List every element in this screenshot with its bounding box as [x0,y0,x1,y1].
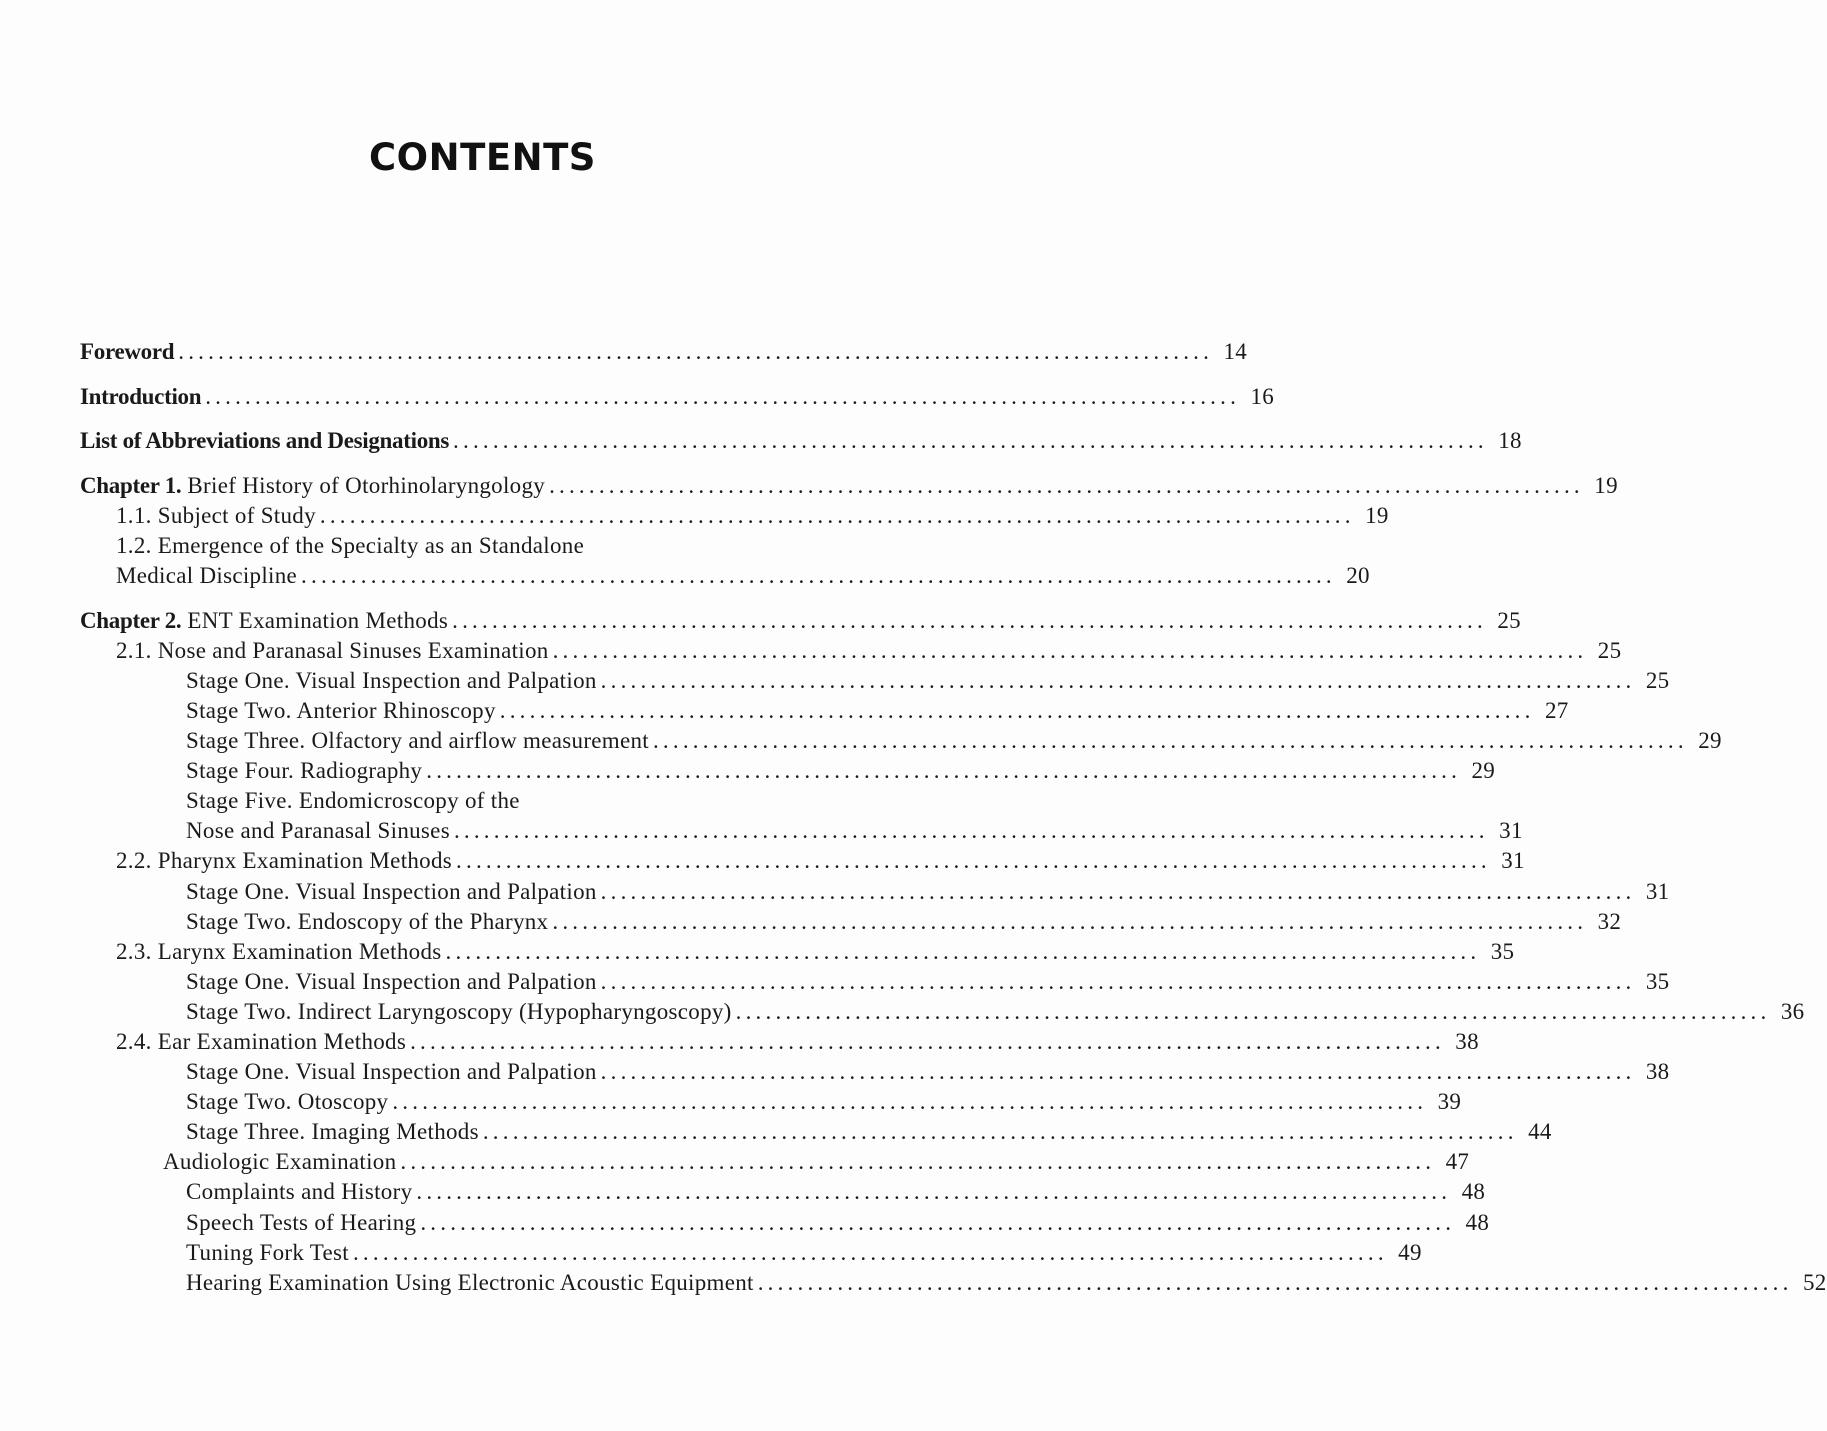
toc-page-number: 38 [1645,1059,1670,1085]
toc-page-number: 31 [1499,818,1523,844]
dot-leader: ........................................................................................................ [426,758,1462,784]
dot-leader: ........................................................................................................ [416,1179,1452,1205]
toc-entry[interactable] [80,937,1515,967]
toc-entry[interactable] [80,846,1525,876]
toc-page-number: 27 [1544,697,1569,723]
chapter-title: ENT Examination Methods [181,607,449,633]
dot-leader: ........................................................................................................ [352,1239,1388,1265]
toc-entry[interactable] [80,1268,1827,1298]
toc-entry-abbreviations[interactable] [80,426,1522,456]
toc-entry-text: Stage One. Visual Inspection and Palpation [186,1059,597,1085]
toc-entry[interactable] [80,1238,1422,1268]
toc-entry[interactable] [80,907,1622,937]
toc-entry-text: Nose and Paranasal Sinuses [186,818,450,844]
toc-entry-text: Stage One. Visual Inspection and Palpation [186,968,597,994]
toc-entry-text: Stage Five. Endomicroscopy of the [186,788,520,814]
toc-entry[interactable] [80,726,1722,756]
toc-entry[interactable] [80,756,1496,786]
dot-leader: ........................................................................................................ [392,1089,1428,1115]
dot-leader: ........................................................................................................ [600,667,1636,693]
toc-page-number: 47 [1445,1149,1470,1175]
toc-entry-text: 1.1. Subject of Study [116,502,316,528]
dot-leader: ........................................................................................................ [445,938,1481,964]
dot-leader: ........................................................................................................ [757,1269,1793,1295]
toc-page-number: 52 [1802,1269,1827,1295]
toc-entry[interactable] [80,1117,1552,1147]
toc-entry-text: Stage Three. Imaging Methods [186,1119,479,1145]
toc-entry[interactable] [80,997,1805,1027]
toc-page-number: 35 [1645,968,1670,994]
toc-entry[interactable] [80,1208,1490,1238]
dot-leader: ........................................................................................................ [420,1209,1456,1235]
table-of-contents [80,337,1827,1298]
chapter-label: Chapter 1. [80,472,182,498]
dot-leader: ........................................................................................................ [301,563,1336,589]
chapter-title: Brief History of Otorhinolaryngology [181,472,546,498]
toc-page-number: 44 [1528,1119,1552,1145]
toc-page-number: 25 [1645,667,1670,693]
dot-leader: ........................................................................................................ [410,1028,1445,1054]
dot-leader: ........................................................................................................ [600,1059,1636,1085]
dot-leader: ........................................................................................................ [319,502,1355,528]
toc-page-number: 29 [1698,728,1722,754]
toc-entry[interactable] [80,666,1670,696]
toc-entry[interactable] [80,696,1569,726]
toc-entry-text: Stage One. Visual Inspection and Palpation [186,878,597,904]
toc-entry-text: Stage Two. Endoscopy of the Pharynx [186,908,549,934]
toc-page-number: 48 [1465,1209,1490,1235]
chapter-label: Chapter 2. [80,607,182,633]
toc-page-number: 25 [1497,607,1521,633]
toc-entry-text: 2.1. Nose and Paranasal Sinuses Examination [116,637,549,663]
toc-entry[interactable] [80,1177,1486,1207]
toc-entry-text: Stage Four. Radiography [186,758,423,784]
toc-entry-text: Complaints and History [186,1179,413,1205]
dot-leader: ........................................................................................................ [453,428,1488,454]
toc-entry-text: Hearing Examination Using Electronic Acoustic Equipment [186,1269,754,1295]
toc-page-number: 35 [1490,938,1515,964]
dot-leader: ........................................................................................................ [205,383,1241,409]
toc-entry-chapter-1[interactable] [80,471,1618,501]
toc-entry-text: Tuning Fork Test [186,1239,349,1265]
toc-entry-continuation[interactable] [80,816,1523,846]
dot-leader: ........................................................................................................ [400,1149,1436,1175]
dot-leader: ........................................................................................................ [178,339,1214,364]
toc-entry[interactable] [80,967,1670,997]
toc-entry[interactable] [80,636,1622,666]
toc-entry-text: Stage Two. Indirect Laryngoscopy (Hypopharyngoscopy) [186,998,732,1024]
dot-leader: ........................................................................................................ [552,908,1588,934]
dot-leader: ........................................................................................................ [735,998,1771,1024]
toc-entry[interactable] [80,1147,1470,1177]
toc-entry[interactable] [80,1027,1479,1057]
toc-entry-introduction[interactable] [80,382,1275,412]
toc-entry-text [80,471,545,501]
toc-page-number: 39 [1437,1089,1462,1115]
toc-page-number: 14 [1223,339,1248,364]
toc-page-number: 19 [1365,502,1389,528]
toc-entry-text: Stage Two. Otoscopy [186,1089,389,1115]
dot-leader: ........................................................................................................ [600,878,1636,904]
dot-leader: ........................................................................................................ [499,697,1535,723]
toc-entry-continuation[interactable] [80,561,1370,591]
dot-leader: ........................................................................................................ [456,848,1491,874]
toc-entry-chapter-2[interactable] [80,606,1521,636]
toc-entry-text: Audiologic Examination [163,1149,397,1175]
toc-entry-text: Speech Tests of Hearing [186,1209,417,1235]
dot-leader: ........................................................................................................ [482,1119,1518,1145]
dot-leader: ........................................................................................................ [652,728,1688,754]
toc-page-number: 20 [1346,563,1370,589]
toc-page-number: 32 [1597,908,1622,934]
toc-entry-text: List of Abbreviations and Designations [80,428,450,454]
toc-entry-text: Foreword [80,339,175,364]
page-title: CONTENTS [369,136,596,179]
toc-entry-text: 2.2. Pharynx Examination Methods [116,848,453,874]
toc-entry[interactable] [80,786,900,816]
toc-page-number: 49 [1398,1239,1422,1265]
toc-page-number: 25 [1597,637,1622,663]
toc-page-number: 31 [1501,848,1525,874]
dot-leader: ........................................................................................................ [549,472,1584,498]
toc-entry-text: Medical Discipline [116,563,298,589]
toc-entry-foreword[interactable] [80,337,1248,367]
dot-leader: ........................................................................................................ [552,637,1588,663]
toc-entry[interactable] [80,501,1389,531]
toc-entry-text: Stage Two. Anterior Rhinoscopy [186,697,496,723]
toc-page-number: 18 [1498,428,1522,454]
dot-leader: ........................................................................................................ [453,818,1489,844]
toc-page-number: 19 [1594,472,1618,498]
toc-entry-text: 1.2. Emergence of the Specialty as an Standalone [116,532,585,558]
toc-entry-text: Introduction [80,383,202,409]
toc-page-number: 36 [1780,998,1805,1024]
dot-leader: ........................................................................................................ [600,968,1636,994]
toc-entry-text: Stage Three. Olfactory and airflow measurement [186,728,649,754]
toc-entry[interactable] [80,877,1670,907]
toc-page-number: 38 [1455,1028,1479,1054]
toc-entry[interactable] [80,1057,1670,1087]
toc-entry[interactable] [80,1087,1462,1117]
dot-leader: ........................................................................................................ [452,607,1487,633]
toc-entry[interactable] [80,531,900,561]
toc-page-number: 31 [1645,878,1670,904]
toc-entry-text [80,606,448,636]
toc-entry-text: 2.4. Ear Examination Methods [116,1028,407,1054]
toc-page-number: 48 [1461,1179,1486,1205]
toc-entry-text: Stage One. Visual Inspection and Palpation [186,667,597,693]
toc-page-number: 16 [1250,383,1275,409]
toc-page-number: 29 [1471,758,1496,784]
toc-entry-text: 2.3. Larynx Examination Methods [116,938,442,964]
